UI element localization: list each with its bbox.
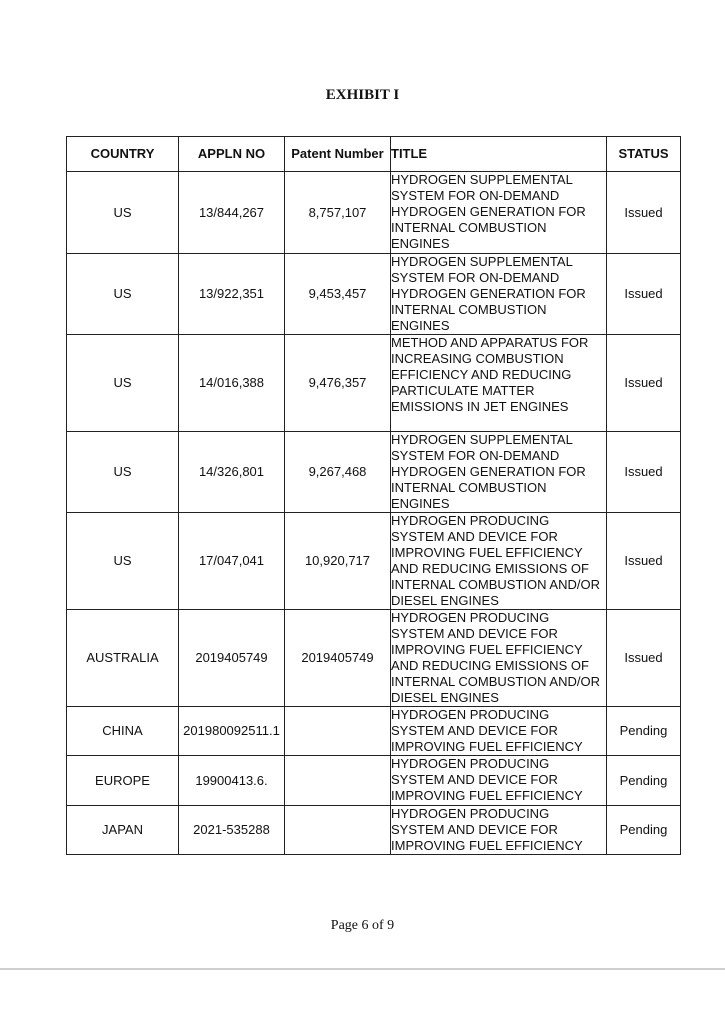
cell-appln-no: 14/326,801 (179, 432, 285, 513)
cell-appln-no: 14/016,388 (179, 335, 285, 432)
table-row (67, 513, 681, 610)
page-number-footer: Page 6 of 9 (330, 918, 395, 933)
header-patent-number: Patent Number (285, 137, 391, 172)
header-title: TITLE (391, 137, 607, 172)
patent-table (66, 136, 681, 855)
cell-title: HYDROGEN PRODUCING SYSTEM AND DEVICE FOR IMPROVING FUEL EFFICIENCY (391, 707, 607, 756)
table-row (67, 756, 681, 806)
cell-title: HYDROGEN PRODUCING SYSTEM AND DEVICE FOR IMPROVING FUEL EFFICIENCY AND REDUCING EMISSIONS OF INTERNAL COMBUSTION AND/OR DIESEL ENGINES (391, 610, 607, 707)
cell-appln-no: 17/047,041 (179, 513, 285, 610)
cell-status: Pending (607, 756, 681, 806)
cell-patent-number: 9,453,457 (285, 254, 391, 335)
cell-title: HYDROGEN PRODUCING SYSTEM AND DEVICE FOR IMPROVING FUEL EFFICIENCY (391, 806, 607, 855)
cell-status: Issued (607, 335, 681, 432)
table-row (67, 432, 681, 513)
cell-patent-number (285, 707, 391, 756)
cell-country: JAPAN (67, 806, 179, 855)
exhibit-heading: EXHIBIT I (325, 87, 400, 103)
cell-status: Issued (607, 432, 681, 513)
cell-appln-no: 2019405749 (179, 610, 285, 707)
cell-patent-number (285, 806, 391, 855)
cell-country: AUSTRALIA (67, 610, 179, 707)
cell-country: US (67, 432, 179, 513)
cell-status: Issued (607, 610, 681, 707)
cell-appln-no: 13/844,267 (179, 172, 285, 254)
header-appln-no: APPLN NO (179, 137, 285, 172)
cell-title: METHOD AND APPARATUS FOR INCREASING COMBUSTION EFFICIENCY AND REDUCING PARTICULATE MATTER EMISSIONS IN JET ENGINES (391, 335, 607, 432)
cell-patent-number: 9,267,468 (285, 432, 391, 513)
cell-patent-number: 2019405749 (285, 610, 391, 707)
cell-appln-no: 13/922,351 (179, 254, 285, 335)
table-row (67, 707, 681, 756)
table-row (67, 254, 681, 335)
cell-title: HYDROGEN PRODUCING SYSTEM AND DEVICE FOR IMPROVING FUEL EFFICIENCY (391, 756, 607, 806)
cell-status: Pending (607, 806, 681, 855)
cell-country: US (67, 172, 179, 254)
cell-appln-no: 201980092511.1 (179, 707, 285, 756)
table-row (67, 172, 681, 254)
table-row (67, 610, 681, 707)
cell-title: HYDROGEN PRODUCING SYSTEM AND DEVICE FOR IMPROVING FUEL EFFICIENCY AND REDUCING EMISSIONS OF INTERNAL COMBUSTION AND/OR DIESEL ENGINES (391, 513, 607, 610)
cell-country: US (67, 513, 179, 610)
table-header-row (67, 137, 681, 172)
table-row (67, 335, 681, 432)
cell-status: Issued (607, 172, 681, 254)
cell-status: Issued (607, 513, 681, 610)
cell-country: EUROPE (67, 756, 179, 806)
cell-patent-number: 8,757,107 (285, 172, 391, 254)
cell-country: US (67, 254, 179, 335)
cell-appln-no: 19900413.6. (179, 756, 285, 806)
cell-patent-number: 9,476,357 (285, 335, 391, 432)
cell-patent-number (285, 756, 391, 806)
header-status: STATUS (607, 137, 681, 172)
cell-title: HYDROGEN SUPPLEMENTAL SYSTEM FOR ON-DEMAND HYDROGEN GENERATION FOR INTERNAL COMBUSTION ENGINES (391, 254, 607, 335)
cell-appln-no: 2021-535288 (179, 806, 285, 855)
cell-title: HYDROGEN SUPPLEMENTAL SYSTEM FOR ON-DEMAND HYDROGEN GENERATION FOR INTERNAL COMBUSTION ENGINES (391, 432, 607, 513)
table-row (67, 806, 681, 855)
cell-country: CHINA (67, 707, 179, 756)
scan-edge-line (0, 968, 725, 970)
cell-status: Issued (607, 254, 681, 335)
cell-patent-number: 10,920,717 (285, 513, 391, 610)
cell-status: Pending (607, 707, 681, 756)
cell-title: HYDROGEN SUPPLEMENTAL SYSTEM FOR ON-DEMAND HYDROGEN GENERATION FOR INTERNAL COMBUSTION ENGINES (391, 172, 607, 254)
header-country: COUNTRY (67, 137, 179, 172)
cell-country: US (67, 335, 179, 432)
